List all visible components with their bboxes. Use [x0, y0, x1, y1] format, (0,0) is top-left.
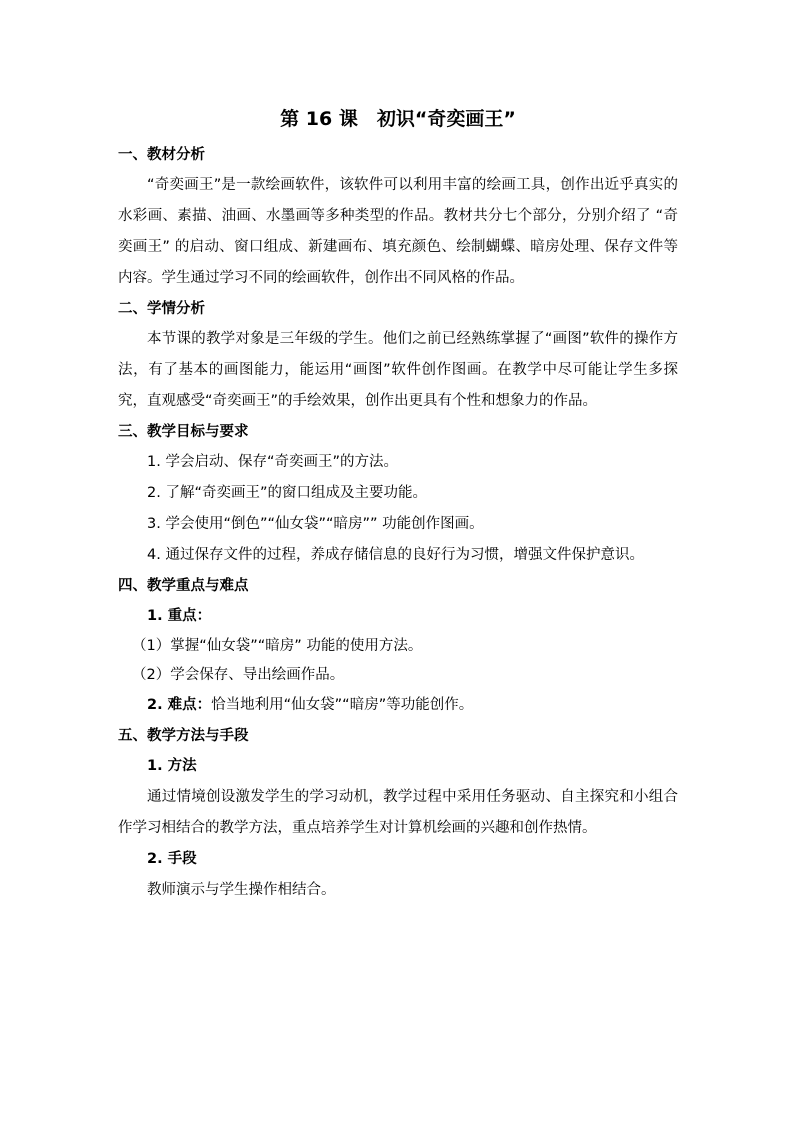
section-heading-methods: 五、教学方法与手段: [118, 728, 249, 744]
method-label: 1. 方法: [147, 758, 197, 774]
document-title: 第 16 课 初识“奇奕画王”: [280, 108, 516, 130]
method-paragraph: 通过情境创设激发学生的学习动机，教学过程中采用任务驱动、自主探究和小组合作学习相结合的教学方法，重点培养学生对计算机绘画的兴趣和创作热情。: [118, 789, 678, 836]
difficulty-line: [118, 690, 678, 721]
key-point-item: （2）学会保存、导出绘画作品。: [132, 667, 345, 683]
objective-item: 2. 了解“奇奕画王”的窗口组成及主要功能。: [147, 485, 427, 501]
section-heading-objectives: 三、教学目标与要求: [118, 424, 249, 440]
section-heading-key-difficult-points: 四、教学重点与难点: [118, 578, 249, 594]
document-page: [118, 104, 678, 906]
objective-item: 4. 通过保存文件的过程，养成存储信息的良好行为习惯，增强文件保护意识。: [147, 547, 644, 563]
student-analysis-paragraph: 本节课的教学对象是三年级的学生。他们之前已经熟练掌握了“画图”软件的操作方法，有了基本的画图能力，能运用“画图”软件创作图画。在教学中尽可能让学生多探究，直观感受“奇奕画王”的手绘效果，创作出更具有个性和想象力的作品。: [118, 331, 678, 409]
objective-item: 3. 学会使用“倒色”“仙女袋”“暗房”” 功能创作图画。: [147, 516, 484, 532]
difficulty-text: 恰当地利用“仙女袋”“暗房”等功能创作。: [211, 697, 474, 713]
section-heading-textbook-analysis: 一、教材分析: [118, 147, 205, 163]
means-paragraph: 教师演示与学生操作相结合。: [147, 882, 336, 898]
objective-item: 1. 学会启动、保存“奇奕画王”的方法。: [147, 454, 398, 470]
means-label: 2. 手段: [147, 851, 197, 867]
textbook-analysis-paragraph: “奇奕画王”是一款绘画软件，该软件可以利用丰富的绘画工具，创作出近乎真实的水彩画、素描、油画、水墨画等多种类型的作品。教材共分七个部分，分别介绍了 “奇奕画王” 的启动、窗口组成、新建画布、填充颜色、绘制蝴蝶、暗房处理、保存文件等内容。学生通过学习不同的绘画软件，创作出不同风格的作品。: [118, 177, 678, 286]
difficulty-label: 2. 难点：: [147, 697, 212, 713]
key-point-item: （1）掌握“仙女袋”“暗房” 功能的使用方法。: [132, 638, 423, 654]
section-heading-student-analysis: 二、学情分析: [118, 301, 205, 317]
key-points-label: 1. 重点：: [147, 608, 212, 624]
